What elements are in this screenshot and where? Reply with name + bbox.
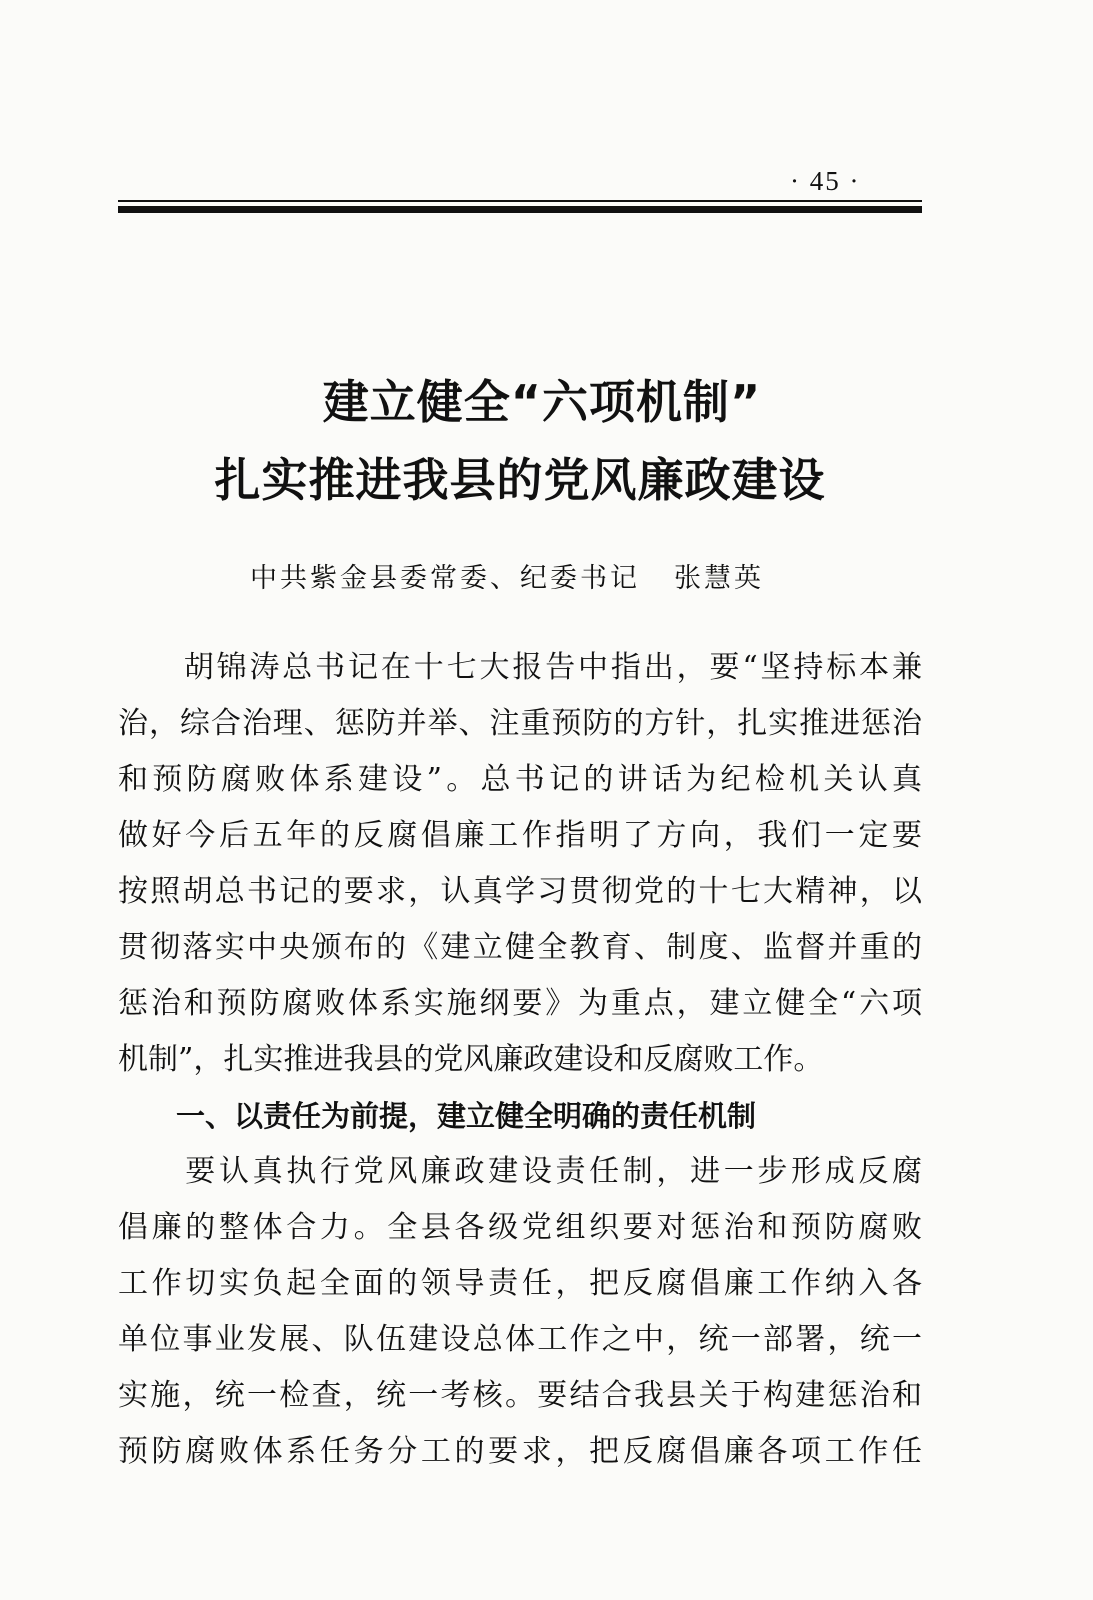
body-line: 贯彻落实中央颁布的《建立健全教育、制度、监督并重的 [118, 930, 922, 965]
article-title-line-2: 扎实推进我县的党风廉政建设 [214, 453, 826, 507]
body-line: 惩治和预防腐败体系实施纲要》为重点，建立健全“六项 [118, 986, 922, 1021]
body-line: 按照胡总书记的要求，认真学习贯彻党的十七大精神，以 [118, 874, 922, 909]
byline-author: 张慧英 [674, 563, 764, 594]
body-line: 做好今后五年的反腐倡廉工作指明了方向，我们一定要 [118, 818, 922, 853]
header-rule-thick [118, 206, 922, 213]
body-line: 和预防腐败体系建设”。总书记的讲话为纪检机关认真 [118, 762, 922, 797]
page-number: · 45 · [790, 166, 861, 196]
body-line: 工作切实负起全面的领导责任，把反腐倡廉工作纳入各 [118, 1266, 922, 1301]
body-line: 治，综合治理、惩防并举、注重预防的方针，扎实推进惩治 [118, 706, 922, 741]
body-line: 实施，统一检查，统一考核。要结合我县关于构建惩治和 [118, 1378, 922, 1413]
byline [250, 556, 764, 595]
byline-org: 中共紫金县委常委、纪委书记 [250, 563, 640, 594]
section-heading: 一、以责任为前提，建立健全明确的责任机制 [118, 1099, 757, 1133]
body-line: 倡廉的整体合力。全县各级党组织要对惩治和预防腐败 [118, 1210, 922, 1245]
body-line: 预防腐败体系任务分工的要求，把反腐倡廉各项工作任 [118, 1434, 922, 1469]
header-rule-thin [118, 200, 922, 202]
body-line: 要认真执行党风廉政建设责任制，进一步形成反腐 [118, 1154, 922, 1189]
body-line: 胡锦涛总书记在十七大报告中指出，要“坚持标本兼 [118, 650, 922, 685]
body-line: 单位事业发展、队伍建设总体工作之中，统一部署，统一 [118, 1322, 922, 1357]
body-line: 机制”，扎实推进我县的党风廉政建设和反腐败工作。 [118, 1042, 824, 1077]
article-title-line-1: 建立健全“六项机制” [322, 375, 762, 429]
